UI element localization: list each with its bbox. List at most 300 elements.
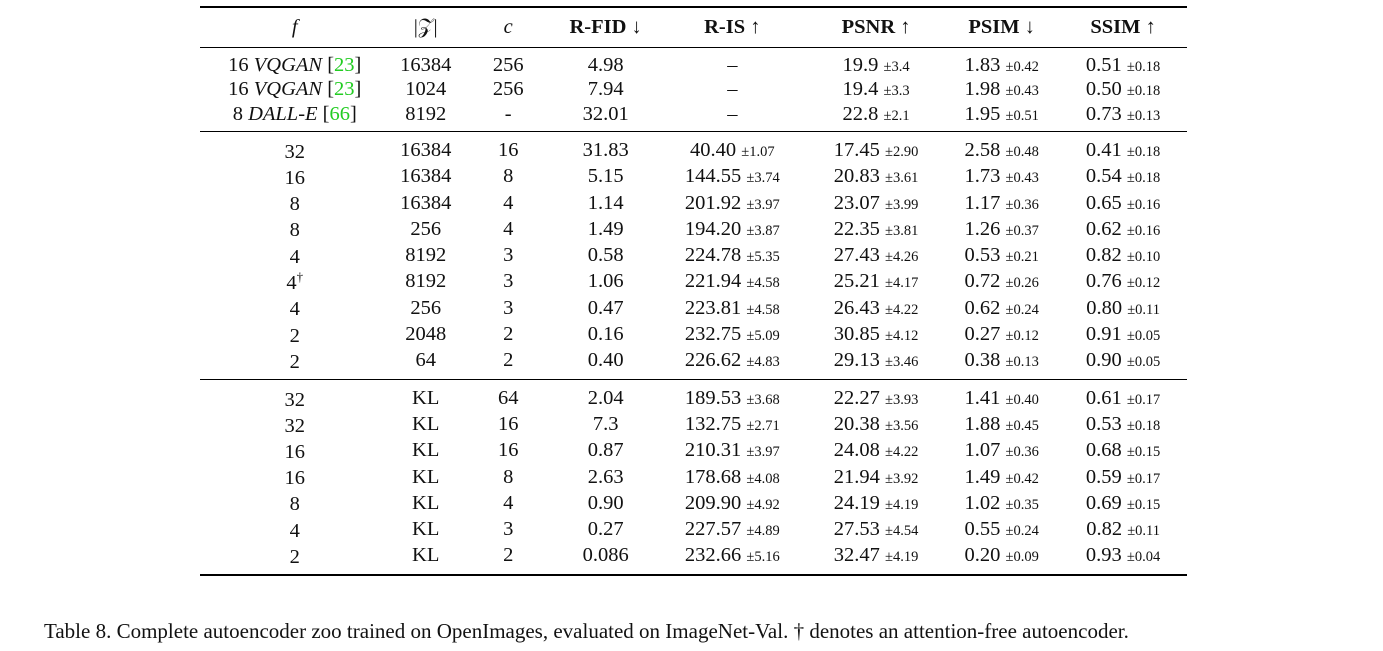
cell-psim-value: 1.98 (964, 78, 1001, 101)
cell-f (200, 269, 390, 295)
cell-psnr-value: 17.45 (833, 139, 880, 162)
cell-codebook: 256 (410, 217, 442, 240)
table-row (200, 490, 1187, 516)
cell-ssim-std: ±0.18 (1126, 170, 1161, 187)
cell-psnr (808, 517, 944, 543)
cell-psnr (808, 164, 944, 190)
cell-ssim (1059, 464, 1187, 490)
cell-psim-std: ±0.42 (1005, 470, 1039, 487)
table-row (200, 269, 1187, 295)
cell-ris-std: ±5.16 (746, 549, 780, 566)
cell-codebook: KL (412, 518, 440, 541)
cell-codebook: 16384 (400, 53, 452, 76)
cell-ris-std: ±2.71 (746, 418, 780, 434)
cell-f: 16 VQGAN [23] (228, 53, 362, 76)
cell-psim-std: ±0.43 (1005, 170, 1039, 187)
table-row (200, 464, 1187, 490)
header-cell: PSNR ↑ (808, 7, 944, 47)
cell-channels: 16 (497, 413, 519, 435)
cell-psnr (808, 103, 944, 132)
cell-psim-std: ±0.09 (1005, 549, 1039, 566)
table-row (200, 216, 1187, 242)
citation-ref: 23 (334, 78, 355, 101)
cell-ris-std: ±3.68 (746, 391, 780, 408)
cell-codebook: 16384 (400, 165, 452, 188)
cell-psim-value: 2.58 (964, 139, 1001, 162)
cell-ssim-std: ±0.16 (1126, 196, 1161, 213)
cell-ris-std: ±3.87 (746, 222, 780, 239)
cell-channels: 256 (492, 53, 524, 76)
cell-psim (944, 464, 1059, 490)
cell-ris (657, 348, 808, 379)
cell-ssim-std: ±0.10 (1126, 249, 1161, 266)
cell-psnr-value: 24.19 (833, 491, 880, 514)
autoencoder-zoo-table (200, 6, 1187, 576)
cell-ssim-value: 0.65 (1085, 191, 1122, 214)
cell-psim-value: 1.02 (964, 491, 1001, 514)
cell-psnr-value: 20.38 (833, 413, 880, 435)
header-cell: c (462, 7, 555, 47)
table-row (200, 164, 1187, 190)
cell-rfid: 0.47 (587, 296, 624, 319)
cell-psim (944, 269, 1059, 295)
cell-ris-std: ±3.97 (746, 196, 780, 213)
cell-psim-std: ±0.24 (1005, 523, 1039, 540)
table-row (200, 321, 1187, 347)
cell-f-num: 32 (284, 140, 305, 163)
cell-ris-std: ±5.09 (746, 328, 780, 345)
cell-rfid: 5.15 (587, 165, 624, 188)
cell-ris (657, 379, 808, 411)
cell-psim (944, 543, 1059, 575)
cell-f (200, 164, 390, 190)
cell-ris-value: 226.62 (684, 349, 742, 372)
cell-psim-std: ±0.42 (1005, 58, 1039, 75)
cell-psim (944, 131, 1059, 163)
cell-psnr (808, 190, 944, 216)
table-row (200, 543, 1187, 575)
cell-rfid: 0.58 (587, 244, 624, 267)
cell-f (200, 517, 390, 543)
cell-psim (944, 379, 1059, 411)
cell-codebook: KL (412, 491, 440, 514)
cell-ris (657, 464, 808, 490)
cell-ris (657, 543, 808, 575)
cell-rfid: 32.01 (555, 103, 657, 132)
cell-rfid: 7.94 (587, 78, 624, 101)
cell-f: 16 VQGAN [23] (228, 78, 362, 101)
cell-ssim-value: 0.54 (1085, 165, 1122, 188)
cell-ssim-std: ±0.17 (1126, 391, 1161, 408)
cell-ssim-value: 0.51 (1085, 53, 1122, 76)
cell-codebook: 16384 (400, 139, 452, 162)
cell-ssim-std: ±0.18 (1126, 144, 1161, 161)
cell-psnr (808, 438, 944, 464)
cell-ris-std: ±1.07 (741, 144, 775, 161)
cell-ris-std: ±4.89 (746, 523, 780, 540)
cell-rfid: 0.086 (555, 543, 657, 575)
cell-psim-std: ±0.36 (1005, 196, 1039, 213)
cell-channels: 2 (462, 543, 555, 575)
cell-ris-value: 232.75 (684, 323, 742, 346)
cell-ssim (1059, 490, 1187, 516)
header-cell: PSIM ↓ (944, 7, 1059, 47)
cell-ssim-std: ±0.04 (1126, 549, 1161, 566)
dagger-mark: † (296, 269, 304, 285)
cell-psim (944, 243, 1059, 269)
cell-psnr-std: ±2.1 (883, 107, 910, 124)
cell-ssim-value: 0.53 (1085, 413, 1122, 435)
cell-psnr (808, 411, 944, 437)
cell-psnr-std: ±4.22 (885, 444, 919, 461)
cell-psnr-std: ±3.3 (883, 83, 910, 100)
cell-codebook: 256 (410, 296, 442, 319)
cell-psim-value: 1.83 (964, 53, 1001, 76)
cell-psim-value: 1.73 (964, 165, 1001, 188)
cell-psim-std: ±0.40 (1005, 391, 1039, 408)
cell-psnr-value: 25.21 (833, 270, 880, 293)
cell-ris (657, 77, 808, 103)
cell-psnr-std: ±2.90 (885, 144, 919, 161)
cell-psnr (808, 490, 944, 516)
cell-f (200, 464, 390, 490)
cell-ris (657, 321, 808, 347)
cell-ssim (1059, 348, 1187, 379)
cell-psnr-std: ±4.12 (885, 328, 919, 345)
cell-ssim-std: ±0.15 (1126, 444, 1161, 461)
cell-ris-value: 209.90 (684, 491, 742, 514)
cell-ris (657, 517, 808, 543)
cell-ris-value: 201.92 (684, 191, 742, 214)
cell-codebook: 16384 (400, 191, 452, 214)
cell-ris-value: 194.20 (684, 217, 742, 240)
cell-psnr-std: ±4.22 (885, 301, 919, 318)
cell-ris-value: 178.68 (684, 465, 742, 488)
cell-rfid: 2.04 (587, 386, 624, 409)
cell-rfid: 4.98 (587, 53, 624, 76)
cell-psim-std: ±0.35 (1005, 496, 1039, 513)
cell-ssim (1059, 164, 1187, 190)
cell-ssim (1059, 517, 1187, 543)
cell-channels: 4 (503, 191, 514, 214)
cell-psnr-std: ±3.92 (885, 470, 919, 487)
cell-ris (657, 411, 808, 437)
cell-ris-value: 221.94 (684, 270, 742, 293)
cell-ssim-value: 0.68 (1085, 439, 1122, 462)
cell-psnr-value: 19.4 (842, 78, 879, 101)
cell-ssim-value: 0.62 (1085, 217, 1122, 240)
table-row (200, 47, 1187, 77)
cell-rfid: 31.83 (582, 139, 629, 162)
citation-ref: 23 (334, 53, 355, 76)
cell-channels: 2 (462, 348, 555, 379)
cell-f (200, 543, 390, 575)
cell-f-model: VQGAN (253, 53, 323, 76)
cell-psim-value: 1.17 (964, 191, 1001, 214)
cell-ssim-std: ±0.11 (1127, 301, 1160, 318)
cell-f (200, 243, 390, 269)
cell-psnr-value: 22.27 (833, 386, 880, 409)
cell-f-num: 16 (228, 53, 249, 76)
cell-ssim (1059, 321, 1187, 347)
table-row (200, 103, 1187, 132)
cell-psnr (808, 348, 944, 379)
cell-ssim-std: ±0.13 (1126, 107, 1161, 124)
cell-ris-value: 223.81 (684, 296, 742, 319)
cell-channels: 4 (503, 217, 514, 240)
table-row (200, 77, 1187, 103)
cell-f-num: 8 (232, 102, 243, 125)
cell-ris (657, 269, 808, 295)
cell-ssim (1059, 47, 1187, 77)
cell-f-num: 4 (289, 298, 300, 321)
cell-psim-value: 0.62 (964, 296, 1001, 319)
cell-f-model: VQGAN (253, 78, 323, 101)
cell-psnr (808, 543, 944, 575)
cell-psnr-value: 19.9 (842, 53, 879, 76)
cell-psnr-value: 27.43 (833, 244, 880, 267)
cell-psim (944, 348, 1059, 379)
cell-ssim-value: 0.73 (1085, 102, 1122, 125)
cell-ris (657, 490, 808, 516)
cell-rfid: 0.16 (587, 323, 624, 346)
cell-psim-value: 1.95 (964, 102, 1001, 125)
cell-psnr-value: 20.83 (833, 165, 880, 188)
cell-channels: 8 (503, 465, 514, 488)
cell-rfid: 0.87 (587, 439, 624, 462)
cell-ris (657, 438, 808, 464)
cell-ris (657, 131, 808, 163)
cell-channels: 16 (497, 139, 519, 162)
cell-ris (657, 103, 808, 132)
cell-f-num: 16 (284, 467, 305, 490)
cell-psim-value: 1.26 (964, 217, 1001, 240)
cell-psnr (808, 243, 944, 269)
cell-psnr-std: ±4.17 (885, 275, 919, 292)
cell-psim-std: ±0.48 (1005, 144, 1039, 161)
cell-ris-value: 224.78 (684, 244, 742, 267)
cell-ris-std: ±4.58 (746, 301, 780, 318)
cell-channels: 3 (503, 296, 514, 319)
cell-psim (944, 321, 1059, 347)
baseline-group (200, 47, 1187, 131)
cell-psim-value: 1.88 (964, 413, 1001, 435)
cell-psnr (808, 216, 944, 242)
cell-rfid: 1.14 (587, 191, 624, 214)
cell-channels: 3 (503, 518, 514, 541)
citation-ref: 66 (329, 102, 350, 125)
cell-psnr (808, 131, 944, 163)
table-row (200, 438, 1187, 464)
cell-f-model: DALL-E (248, 102, 318, 125)
cell-psim-std: ±0.36 (1005, 444, 1039, 461)
cell-psnr-value: 29.13 (833, 349, 880, 372)
cell-f-num: 16 (284, 166, 305, 189)
cell-psnr-std: ±4.26 (885, 249, 919, 266)
cell-psnr-std: ±3.61 (885, 170, 919, 187)
cell-psim-value: 0.55 (964, 518, 1001, 541)
cell-f-num: 2 (289, 324, 300, 347)
header-cell: f (200, 7, 390, 47)
cell-rfid: 0.27 (587, 518, 624, 541)
cell-rfid: 7.3 (592, 413, 619, 435)
cell-psim (944, 103, 1059, 132)
cell-ris-std: ±4.83 (746, 354, 780, 371)
cell-f-num: 2 (289, 350, 300, 373)
cell-rfid: 0.90 (587, 491, 624, 514)
cell-psnr-value: 30.85 (833, 323, 880, 346)
cell-psim-std: ±0.13 (1005, 354, 1039, 371)
cell-ssim-value: 0.59 (1085, 465, 1122, 488)
cell-psim-value: 1.07 (964, 439, 1001, 462)
cell-psnr-std: ±4.19 (885, 496, 919, 513)
cell-psnr-value: 27.53 (833, 518, 880, 541)
cell-psnr-std: ±3.56 (885, 418, 919, 434)
cell-ris-value: 189.53 (684, 386, 742, 409)
cell-codebook: 64 (390, 348, 462, 379)
cell-f: 8 DALL-E [66] (200, 103, 390, 132)
cell-ssim-std: ±0.15 (1126, 496, 1161, 513)
cell-ssim-std: ±0.17 (1126, 470, 1161, 487)
cell-psnr (808, 269, 944, 295)
cell-psim (944, 190, 1059, 216)
cell-f (200, 438, 390, 464)
cell-f (200, 348, 390, 379)
header-cell: R-FID ↓ (555, 7, 657, 47)
table-row (200, 131, 1187, 163)
cell-ris-value: 144.55 (684, 165, 742, 188)
cell-codebook: 8192 (405, 244, 447, 267)
cell-psim (944, 47, 1059, 77)
cell-psnr-std: ±3.93 (885, 391, 919, 408)
cell-psnr-value: 32.47 (833, 544, 880, 567)
cell-f-num: 8 (289, 493, 300, 516)
cell-psim-std: ±0.24 (1005, 301, 1039, 318)
header-cell: |𝒵| (390, 7, 462, 47)
cell-codebook: 8192 (405, 270, 447, 293)
cell-codebook: 8192 (390, 103, 462, 132)
cell-channels: 3 (503, 244, 514, 267)
cell-psnr-std: ±4.19 (885, 549, 919, 566)
cell-ris-value: 210.31 (684, 439, 742, 462)
cell-ris-value: – (727, 102, 738, 125)
cell-ris-std: ±3.74 (746, 170, 780, 187)
cell-ssim-value: 0.76 (1085, 270, 1122, 293)
cell-f (200, 131, 390, 163)
cell-rfid: 2.63 (587, 465, 624, 488)
kl-group (200, 379, 1187, 575)
cell-psim-value: 0.72 (964, 270, 1001, 293)
cell-psim-std: ±0.12 (1005, 328, 1039, 345)
cell-psim (944, 517, 1059, 543)
cell-ris (657, 190, 808, 216)
cell-codebook: 2048 (405, 323, 447, 346)
cell-psim (944, 216, 1059, 242)
cell-ssim-value: 0.61 (1085, 386, 1122, 409)
cell-f-num: 32 (284, 388, 305, 411)
cell-psnr (808, 77, 944, 103)
cell-ris (657, 47, 808, 77)
cell-psnr-value: 21.94 (833, 465, 880, 488)
cell-f (200, 411, 390, 437)
cell-channels: 2 (503, 323, 514, 346)
cell-channels: 16 (497, 439, 519, 462)
cell-ssim-value: 0.69 (1085, 491, 1122, 514)
cell-psim-value: 1.49 (964, 465, 1001, 488)
cell-psim (944, 164, 1059, 190)
cell-ris-std: ±4.92 (746, 496, 780, 513)
table-caption: Table 8. Complete autoencoder zoo trained on OpenImages, evaluated on ImageNet-Val. † denotes an attention-free autoencoder. (44, 619, 1129, 643)
cell-ssim (1059, 543, 1187, 575)
cell-codebook: KL (412, 386, 440, 409)
cell-psim (944, 295, 1059, 321)
cell-ssim-value: 0.82 (1085, 244, 1122, 267)
cell-f-num: 8 (289, 192, 300, 215)
cell-psnr-std: ±3.81 (885, 222, 919, 239)
cell-f-num: 4 (289, 245, 300, 268)
cell-f-num: 32 (284, 414, 305, 437)
cell-ris-value: 132.75 (684, 413, 742, 435)
table-row (200, 517, 1187, 543)
cell-ssim-std: ±0.05 (1126, 354, 1161, 371)
cell-f-num: 4 (289, 519, 300, 542)
cell-ris-std: ±5.35 (746, 249, 780, 266)
cell-psnr-std: ±3.4 (883, 58, 910, 75)
cell-psnr-std: ±4.54 (885, 523, 919, 540)
cell-ssim-value: 0.93 (1085, 544, 1122, 567)
cell-codebook: KL (412, 413, 440, 435)
cell-f-num: 16 (284, 440, 305, 463)
cell-ssim (1059, 269, 1187, 295)
cell-f-num: 2 (289, 545, 300, 568)
cell-ris-value: 232.66 (684, 544, 742, 567)
cell-psim-std: ±0.21 (1005, 249, 1039, 266)
cell-f (200, 321, 390, 347)
cell-ssim-value: 0.91 (1085, 323, 1122, 346)
cell-f-num: 4 (286, 271, 297, 294)
cell-channels: 3 (503, 270, 514, 293)
cell-ris (657, 164, 808, 190)
cell-psim (944, 490, 1059, 516)
cell-ris-value: – (727, 53, 738, 76)
cell-ssim (1059, 131, 1187, 163)
cell-f (200, 490, 390, 516)
table-row (200, 190, 1187, 216)
cell-psnr-value: 23.07 (833, 191, 880, 214)
cell-psim-value: 0.20 (964, 544, 1001, 567)
cell-psim-std: ±0.43 (1005, 83, 1039, 100)
cell-codebook: KL (412, 465, 440, 488)
cell-channels: 4 (503, 491, 514, 514)
cell-psnr (808, 295, 944, 321)
table-row (200, 295, 1187, 321)
cell-codebook: KL (390, 543, 462, 575)
cell-f-num: 8 (289, 219, 300, 242)
vq-group (200, 131, 1187, 379)
cell-ris-value: 40.40 (690, 139, 737, 162)
table-row (200, 348, 1187, 379)
cell-ssim-std: ±0.05 (1126, 328, 1161, 345)
cell-psnr (808, 464, 944, 490)
cell-ssim-std: ±0.18 (1126, 58, 1161, 75)
cell-psnr-std: ±3.46 (885, 354, 919, 371)
cell-ssim-std: ±0.12 (1126, 275, 1161, 292)
cell-ssim (1059, 438, 1187, 464)
cell-ris (657, 295, 808, 321)
cell-psim-std: ±0.26 (1005, 275, 1039, 292)
header-cell: SSIM ↑ (1059, 7, 1187, 47)
cell-ssim-value: 0.82 (1086, 518, 1123, 541)
